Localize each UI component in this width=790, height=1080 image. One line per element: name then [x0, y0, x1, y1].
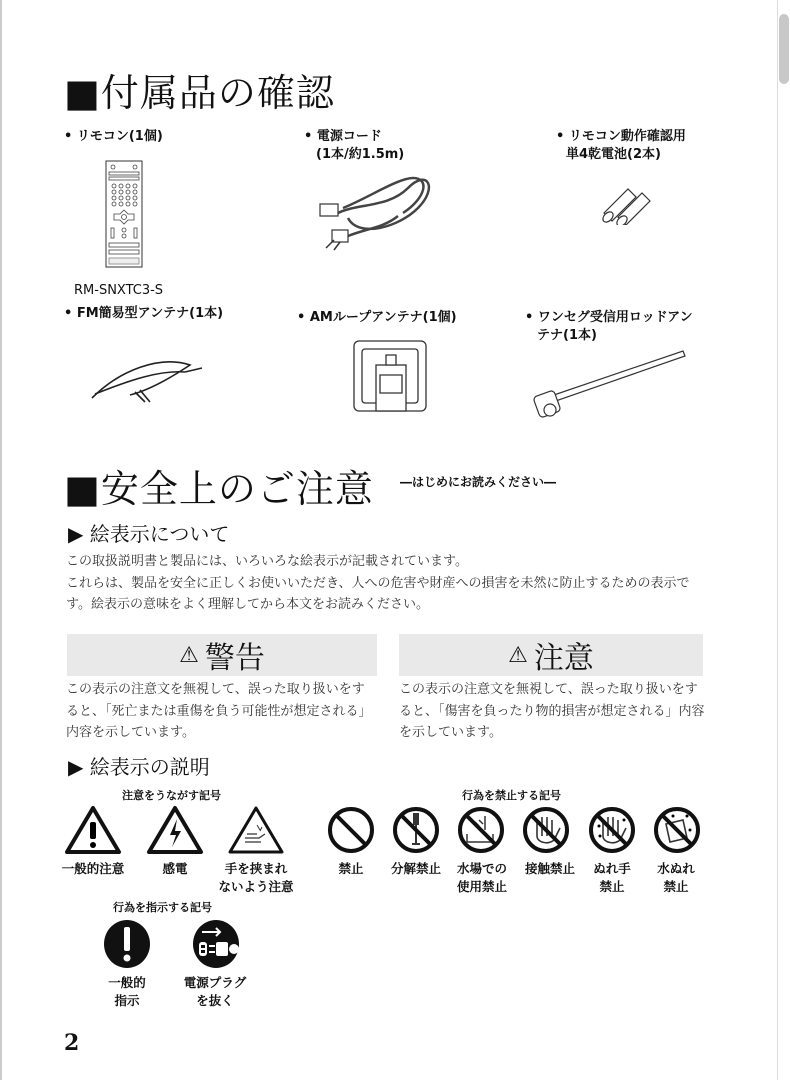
caution-title: 注意: [533, 641, 594, 676]
prohibited-icon: [327, 806, 375, 854]
caution-triangle-icon: ⚠: [508, 642, 528, 668]
no-touch-icon: [522, 806, 570, 854]
warning-triangle-icon: ⚠: [179, 642, 199, 668]
general-instruction-icon: [102, 918, 152, 970]
item-fm-antenna-label: • FM簡易型アンテナ(1本): [64, 306, 224, 321]
page-edge: [0, 0, 2, 1080]
caution-description: この表示の注意文を無視して、誤った取り扱いをす ると、「傷害を負ったり物的損害が想定される」内容 を示しています。: [399, 682, 705, 740]
accessories-title: ■付属品の確認: [64, 71, 335, 115]
intro-paragraph: この取扱説明書と製品には、いろいろな絵表示が記載されています。 これらは、製品を安全に正しくお使いいただき、人への危害や財産への損害を未然に防止するための表示で す。絵表示の意味をよく理解してから本文をお読みください。: [66, 554, 690, 612]
pinch-hand-icon: [227, 805, 285, 855]
caption-general-caution: 一般的注意: [61, 861, 125, 876]
fm-antenna-image: [90, 350, 210, 405]
rod-antenna-image: [528, 345, 693, 425]
page-number: 2: [64, 1030, 80, 1056]
page-edge-right: [777, 0, 778, 1080]
no-disassembly-icon: [392, 806, 440, 854]
warning-title: 警告: [204, 641, 265, 676]
caution-header: [399, 634, 703, 676]
item-am-antenna-label: • AMループアンテナ(1個): [297, 310, 457, 325]
item-power-cord-label: • 電源コード (1本/約1.5m): [304, 129, 405, 162]
remote-model-number: RM-SNXTC3-S: [74, 283, 164, 298]
warning-description: この表示の注意文を無視して、誤った取り扱いをす ると、「死亡または重傷を負う可能性が想定される」 内容を示しています。: [66, 682, 372, 740]
caption-unplug: 電源プラグ を抜く: [183, 975, 247, 1008]
caption-prohibited: 禁止: [338, 861, 364, 876]
general-caution-icon: [64, 805, 122, 855]
item-batteries-label: • リモコン動作確認用 単4乾電池(2本): [556, 129, 686, 162]
caption-general-instruction: 一般的 指示: [108, 975, 146, 1008]
scrollbar[interactable]: [779, 14, 789, 84]
caption-pinch: 手を挟まれ ないよう注意: [218, 861, 294, 894]
no-water-icon: [653, 806, 701, 854]
caption-no-water: 水ぬれ 禁止: [657, 861, 695, 894]
safety-subtitle: ―はじめにお読みください―: [400, 475, 557, 489]
batteries-image: [598, 185, 658, 225]
caption-no-touch: 接触禁止: [524, 861, 575, 876]
group-label-prohibit: 行為を禁止する記号: [462, 789, 561, 802]
caption-no-disassembly: 分解禁止: [390, 861, 441, 876]
section-heading-pictograms: ▶ 絵表示について: [68, 522, 230, 546]
caption-no-wet-area: 水場での 使用禁止: [456, 861, 507, 894]
group-label-attention: 注意をうながす記号: [122, 789, 221, 802]
section-heading-explanation: ▶ 絵表示の説明: [68, 755, 210, 779]
item-rod-antenna-label: • ワンセグ受信用ロッドアン テナ(1本): [525, 310, 693, 343]
remote-control-image: [105, 160, 145, 270]
warning-header: [67, 634, 377, 676]
power-cord-image: [318, 168, 438, 258]
no-wet-hands-icon: [588, 806, 636, 854]
electric-shock-icon: [146, 805, 204, 855]
group-label-instruct: 行為を指示する記号: [113, 901, 212, 914]
caption-no-wet-hands: ぬれ手 禁止: [593, 861, 631, 894]
caption-electric-shock: 感電: [162, 861, 188, 876]
am-antenna-image: [350, 335, 430, 415]
no-wet-area-icon: [457, 806, 505, 854]
unplug-icon: [190, 918, 242, 970]
safety-title: ■安全上のご注意: [64, 467, 374, 511]
item-remote-label: • リモコン(1個): [64, 129, 163, 144]
